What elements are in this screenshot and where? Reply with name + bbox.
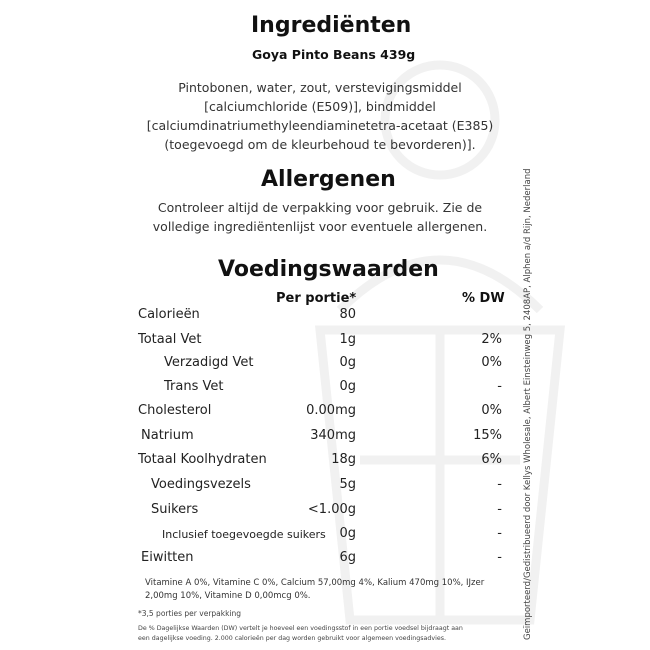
column-header-per-portion: Per portie* — [276, 291, 357, 306]
row-dv: 6% — [481, 452, 502, 467]
row-label: Calorieën — [138, 307, 200, 322]
footnote-portions: *3,5 porties per verpakking — [138, 609, 242, 618]
vitamins-line: Vitamine A 0%, Vitamine C 0%, Calcium 57,00mg 4%, Kalium 470mg 10%, IJzer — [145, 578, 485, 588]
nutrition-title: Voedingswaarden — [218, 257, 439, 282]
allergens-line: Controleer altijd de verpakking voor gebruik. Zie de — [157, 200, 483, 215]
row-amount: 0g — [339, 526, 356, 541]
row-amount: 0g — [339, 355, 356, 370]
footnote-line: De % Dagelijkse Waarden (DW) vertelt je hoeveel een voedingsstof in een portie voedsel bijdraagt aan — [138, 625, 463, 632]
row-amount: 6g — [339, 550, 356, 565]
importer-side-text: Geïmporteerd/Gedistribueerd door Kellys Wholesale, Albert Einsteinweg 5, 2408AP, Alphen a/d Rijn, Nederland — [523, 168, 533, 640]
ingredients-line: [calciumchloride (E509)], bindmiddel — [204, 99, 436, 114]
product-name: Goya Pinto Beans 439g — [252, 47, 416, 62]
row-label: Inclusief toegevoegde suikers — [162, 528, 326, 541]
row-dv: - — [497, 502, 502, 517]
nutrition-row-added-sugars — [138, 526, 506, 548]
row-label: Suikers — [151, 502, 199, 517]
ingredients-title: Ingrediënten — [251, 13, 412, 38]
ingredients-line: Pintobonen, water, zout, verstevigingsmiddel — [178, 80, 462, 95]
row-label: Voedingsvezels — [151, 477, 251, 492]
row-dv: - — [497, 550, 502, 565]
row-amount: 1g — [339, 332, 356, 347]
nutrition-row-calories — [138, 307, 506, 329]
vitamins-line: 2,00mg 10%, Vitamine D 0,00mcg 0%. — [145, 591, 311, 601]
row-amount: 340mg — [310, 428, 356, 443]
row-label: Totaal Vet — [138, 332, 202, 347]
ingredients-text — [110, 78, 530, 154]
nutrition-row-cholesterol — [138, 403, 506, 425]
column-header-dv: % DW — [462, 291, 505, 306]
allergens-title: Allergenen — [261, 167, 396, 192]
row-dv: - — [497, 477, 502, 492]
row-label: Cholesterol — [138, 403, 212, 418]
row-amount: 18g — [331, 452, 356, 467]
nutrition-row-protein — [138, 550, 506, 572]
nutrition-row-sodium — [138, 428, 506, 450]
row-label: Eiwitten — [141, 550, 194, 565]
row-dv: 15% — [473, 428, 502, 443]
nutrition-row-total-carbs — [138, 452, 506, 474]
ingredients-line: (toegevoegd om de kleurbehoud te bevorderen)]. — [164, 137, 476, 152]
nutrition-row-saturated-fat — [138, 355, 506, 377]
row-amount: 0g — [339, 379, 356, 394]
row-dv: 2% — [481, 332, 502, 347]
row-label: Totaal Koolhydraten — [138, 452, 267, 467]
nutrition-row-total-fat — [138, 332, 506, 354]
row-label: Verzadigd Vet — [164, 355, 254, 370]
allergens-line: volledige ingrediëntenlijst voor eventuele allergenen. — [152, 219, 488, 234]
row-amount: 5g — [339, 477, 356, 492]
row-dv: - — [497, 526, 502, 541]
vitamins-text — [145, 577, 515, 603]
footnote-line: een dagelijkse voeding. 2.000 calorieën per dag worden gebruikt voor algemeen voedingsadvies. — [138, 635, 447, 642]
row-amount: 80 — [339, 307, 356, 322]
row-amount: <1.00g — [307, 502, 356, 517]
row-dv: - — [497, 379, 502, 394]
footnote-daily-values — [138, 624, 463, 644]
row-dv: 0% — [481, 355, 502, 370]
allergens-text — [110, 198, 530, 236]
row-amount: 0.00mg — [306, 403, 356, 418]
row-dv: 0% — [481, 403, 502, 418]
row-label: Natrium — [141, 428, 194, 443]
nutrition-row-fiber — [138, 477, 506, 499]
ingredients-line: [calciumdinatriumethyleendiaminetetra-acetaat (E385) — [146, 118, 494, 133]
nutrition-row-trans-fat — [138, 379, 506, 401]
row-label: Trans Vet — [164, 379, 224, 394]
nutrition-row-sugars — [138, 502, 506, 524]
